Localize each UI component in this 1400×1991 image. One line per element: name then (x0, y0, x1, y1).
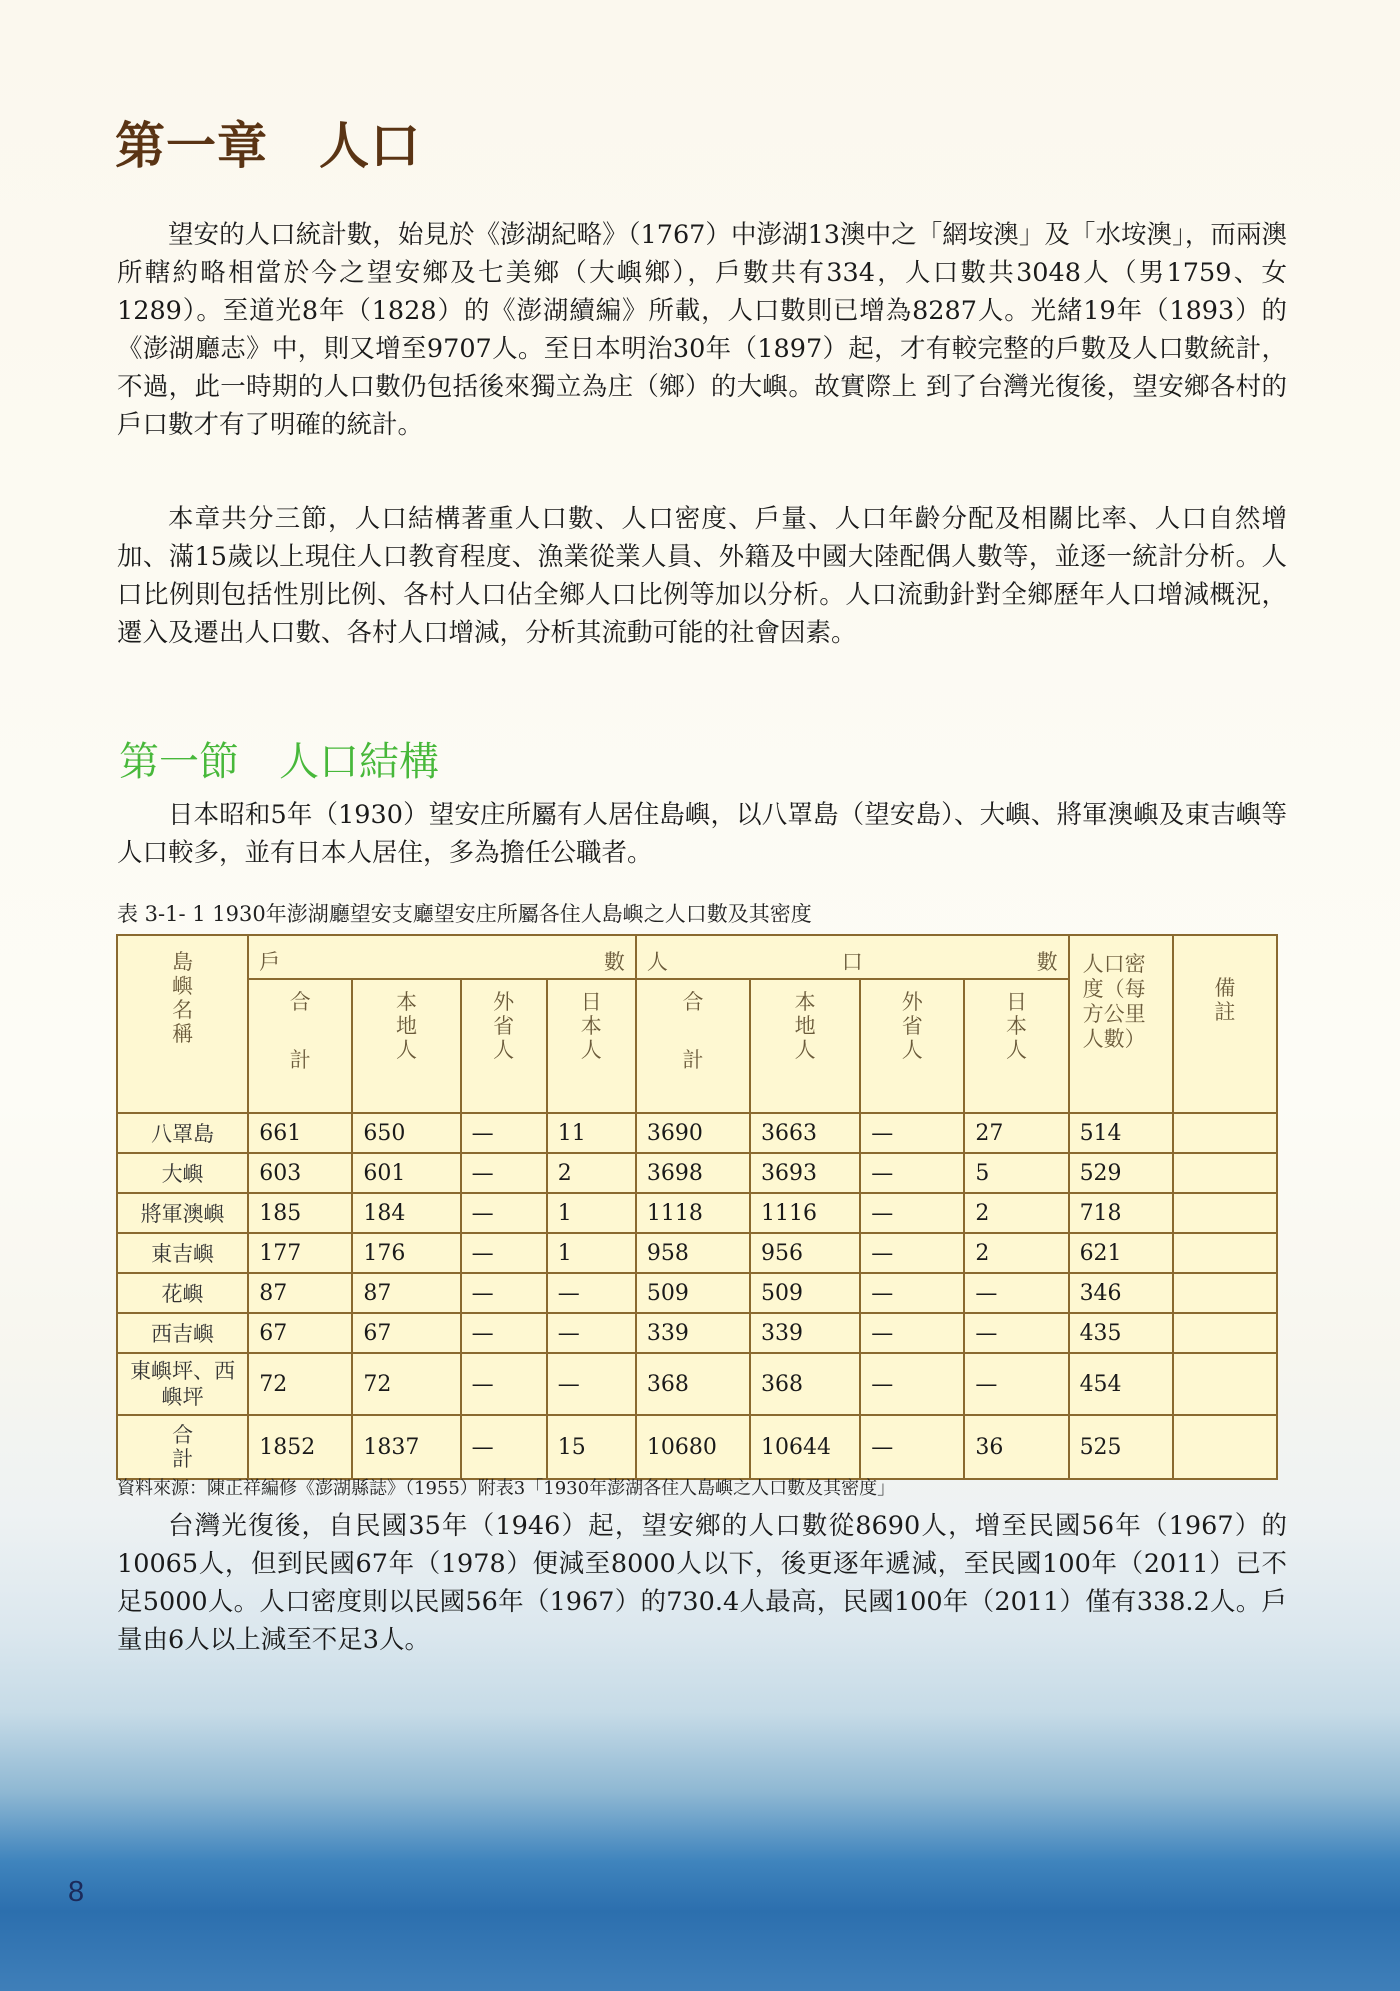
households-other-province: — (461, 1313, 547, 1353)
island-name: 八罩島 (117, 1113, 248, 1153)
population-other-province: — (860, 1313, 964, 1353)
population-other-province: — (860, 1415, 964, 1479)
population-japanese: — (964, 1353, 1068, 1415)
table-row (117, 1313, 1277, 1353)
header-households-japanese: 日本人 (547, 979, 636, 1113)
households-total: 177 (248, 1233, 352, 1273)
density: 718 (1069, 1193, 1173, 1233)
population-japanese: — (964, 1273, 1068, 1313)
households-total: 72 (248, 1353, 352, 1415)
households-total: 603 (248, 1153, 352, 1193)
intro-paragraph-1: 望安的人口統計數，始見於《澎湖紀略》（1767）中澎湖13澳中之「網垵澳」及「水垵澳」，而兩澳所轄約略相當於今之望安鄉及七美鄉（大嶼鄉），戶數共有334，人口數共3048人（男1759、女1289）。至道光8年（1828）的《澎湖續編》所載，人口數則已增為8287人。光緒19年（1893）的《澎湖廳志》中，則又增至9707人。至日本明治30年（1897）起，才有較完整的戶數及人口數統計，不過，此一時期的人口數仍包括後來獨立為庄（鄉）的大嶼。故實際上 到了台灣光復後，望安鄉各村的戶口數才有了明確的統計。 (117, 220, 1287, 440)
households-japanese: 11 (547, 1113, 636, 1153)
population-local: 956 (750, 1233, 860, 1273)
households-total: 661 (248, 1113, 352, 1153)
households-local: 72 (352, 1353, 460, 1415)
population-total: 10680 (636, 1415, 750, 1479)
population-local: 10644 (750, 1415, 860, 1479)
population-other-province: — (860, 1153, 964, 1193)
header-island-name: 島嶼名稱 (117, 935, 248, 1113)
page-number: 8 (68, 1876, 85, 1908)
population-other-province: — (860, 1233, 964, 1273)
island-name: 合計 (117, 1415, 248, 1479)
households-other-province: — (461, 1153, 547, 1193)
header-population-group: 人 口 數 (636, 935, 1069, 979)
header-density: 人口密度（每方公里人數） (1069, 935, 1173, 1113)
island-name: 將軍澳嶼 (117, 1193, 248, 1233)
island-name: 大嶼 (117, 1153, 248, 1193)
remark (1173, 1113, 1277, 1153)
population-table (116, 934, 1278, 1480)
intro-paragraph-2: 本章共分三節，人口結構著重人口數、人口密度、戶量、人口年齡分配及相關比率、人口自然增加、滿15歲以上現住人口教育程度、漁業從業人員、外籍及中國大陸配偶人數等，並逐一統計分析。人口比例則包括性別比例、各村人口佔全鄉人口比例等加以分析。人口流動針對全鄉歷年人口增減概況，遷入及遷出人口數、各村人口增減，分析其流動可能的社會因素。 (117, 504, 1287, 648)
remark (1173, 1273, 1277, 1313)
population-total: 1118 (636, 1193, 750, 1233)
population-total: 958 (636, 1233, 750, 1273)
header-population-local: 本地人 (750, 979, 860, 1113)
island-name: 東嶼坪、西嶼坪 (117, 1353, 248, 1415)
households-total: 67 (248, 1313, 352, 1353)
density: 346 (1069, 1273, 1173, 1313)
island-name: 東吉嶼 (117, 1233, 248, 1273)
population-local: 3663 (750, 1113, 860, 1153)
header-households-total: 合 計 (248, 979, 352, 1113)
population-other-province: — (860, 1353, 964, 1415)
table-source-note: 資料來源：陳正祥編修《澎湖縣誌》（1955）附表3「1930年澎湖各住人島嶼之人口數及其密度」 (117, 1478, 896, 1499)
population-japanese: 2 (964, 1233, 1068, 1273)
section-paragraph: 日本昭和5年（1930）望安庄所屬有人居住島嶼，以八罩島（望安島）、大嶼、將軍澳嶼及東吉嶼等人口較多，並有日本人居住，多為擔任公職者。 (117, 800, 1287, 868)
population-local: 339 (750, 1313, 860, 1353)
table-total-row (117, 1415, 1277, 1479)
remark (1173, 1313, 1277, 1353)
population-local: 1116 (750, 1193, 860, 1233)
population-other-province: — (860, 1113, 964, 1153)
header-population-japanese: 日本人 (964, 979, 1068, 1113)
population-japanese: 36 (964, 1415, 1068, 1479)
table-caption: 表 3-1- 1 1930年澎湖廳望安支廳望安庄所屬各住人島嶼之人口數及其密度 (117, 902, 812, 926)
population-other-province: — (860, 1193, 964, 1233)
population-total: 368 (636, 1353, 750, 1415)
households-local: 601 (352, 1153, 460, 1193)
households-total: 1852 (248, 1415, 352, 1479)
density: 529 (1069, 1153, 1173, 1193)
density: 525 (1069, 1415, 1173, 1479)
table-row (117, 1153, 1277, 1193)
population-total: 3690 (636, 1113, 750, 1153)
households-japanese: 1 (547, 1233, 636, 1273)
density: 514 (1069, 1113, 1173, 1153)
households-japanese: 15 (547, 1415, 636, 1479)
remark (1173, 1153, 1277, 1193)
households-local: 87 (352, 1273, 460, 1313)
households-local: 650 (352, 1113, 460, 1153)
households-local: 67 (352, 1313, 460, 1353)
households-total: 185 (248, 1193, 352, 1233)
households-other-province: — (461, 1233, 547, 1273)
population-japanese: — (964, 1313, 1068, 1353)
population-local: 509 (750, 1273, 860, 1313)
chapter-title: 第一章 人口 (115, 117, 421, 175)
section-title: 第一節 人口結構 (119, 739, 439, 785)
population-other-province: — (860, 1273, 964, 1313)
households-other-province: — (461, 1415, 547, 1479)
population-japanese: 5 (964, 1153, 1068, 1193)
population-japanese: 2 (964, 1193, 1068, 1233)
table-row (117, 1273, 1277, 1313)
table-row (117, 1233, 1277, 1273)
households-other-province: — (461, 1193, 547, 1233)
population-local: 3693 (750, 1153, 860, 1193)
island-name: 西吉嶼 (117, 1313, 248, 1353)
population-total: 509 (636, 1273, 750, 1313)
households-other-province: — (461, 1353, 547, 1415)
header-population-other-province: 外省人 (860, 979, 964, 1113)
households-japanese: — (547, 1273, 636, 1313)
households-local: 184 (352, 1193, 460, 1233)
households-other-province: — (461, 1113, 547, 1153)
header-households-local: 本地人 (352, 979, 460, 1113)
density: 435 (1069, 1313, 1173, 1353)
households-local: 1837 (352, 1415, 460, 1479)
density: 454 (1069, 1353, 1173, 1415)
remark (1173, 1353, 1277, 1415)
header-households-other-province: 外省人 (461, 979, 547, 1113)
households-japanese: — (547, 1353, 636, 1415)
header-remarks: 備註 (1173, 935, 1277, 1113)
table-row (117, 1113, 1277, 1153)
households-local: 176 (352, 1233, 460, 1273)
population-total: 339 (636, 1313, 750, 1353)
table-row (117, 1193, 1277, 1233)
density: 621 (1069, 1233, 1173, 1273)
header-households-group: 戶 數 (248, 935, 636, 979)
island-name: 花嶼 (117, 1273, 248, 1313)
population-japanese: 27 (964, 1113, 1068, 1153)
table-row (117, 1353, 1277, 1415)
remark (1173, 1415, 1277, 1479)
households-japanese: 1 (547, 1193, 636, 1233)
closing-paragraph: 台灣光復後，自民國35年（1946）起，望安鄉的人口數從8690人，增至民國56年（1967）的10065人，但到民國67年（1978）便減至8000人以下，後更逐年遞減，至民國100年（2011）已不足5000人。人口密度則以民國56年（1967）的730.4人最高，民國100年（2011）僅有338.2人。戶量由6人以上減至不足3人。 (117, 1511, 1287, 1655)
population-total: 3698 (636, 1153, 750, 1193)
population-local: 368 (750, 1353, 860, 1415)
remark (1173, 1233, 1277, 1273)
households-japanese: — (547, 1313, 636, 1353)
households-japanese: 2 (547, 1153, 636, 1193)
households-total: 87 (248, 1273, 352, 1313)
header-population-total: 合 計 (636, 979, 750, 1113)
households-other-province: — (461, 1273, 547, 1313)
remark (1173, 1193, 1277, 1233)
